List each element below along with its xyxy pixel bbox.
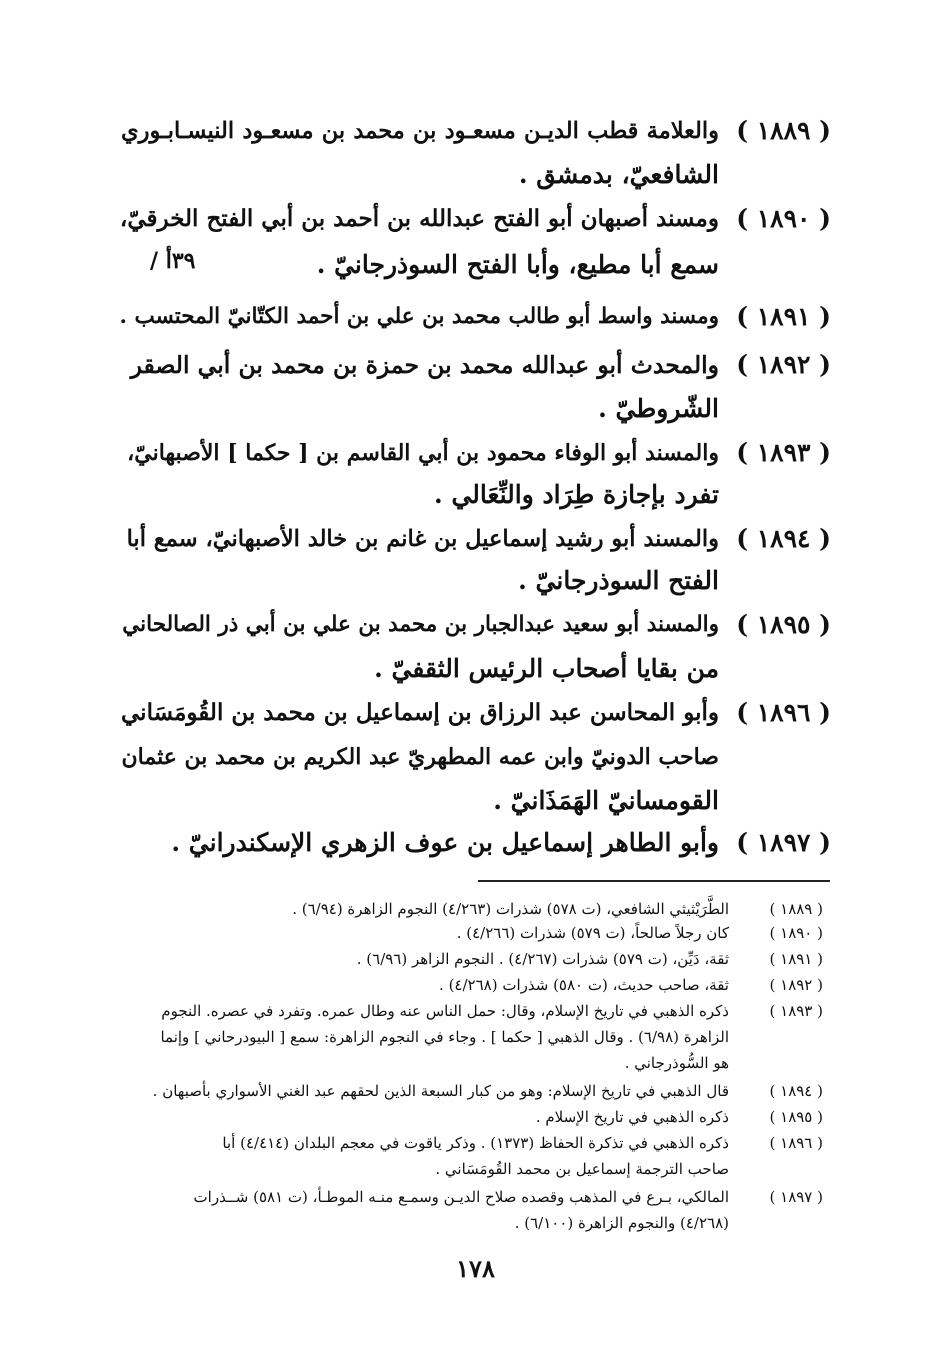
footnote-text-line: ذكره الذهبي في تاريخ الإسلام . — [535, 1108, 729, 1126]
entry-text-line: تفرد بإجازة طِرَاد والنِّعَالي . — [434, 480, 719, 509]
footnote-number: ( ١٨٩٣ ) — [769, 1002, 823, 1020]
footnote-text-line: كان رجلاً صالحاً، (ت ٥٧٩) شذرات (٤/٢٦٦) . — [456, 924, 729, 942]
entry-text-line: الشّروطيّ . — [598, 394, 719, 423]
entry-number: ( ١٨٩٢ ) — [736, 350, 831, 379]
footnote-separator — [478, 880, 830, 882]
entry-text-line: والمسند أبو الوفاء محمود بن أبي القاسم بن [ حكما ] الأصبهانيّ، — [127, 440, 719, 466]
entry-text-line: القومسانيّ الهَمَذَانيّ . — [493, 786, 719, 815]
footnote-number: ( ١٨٩٦ ) — [769, 1134, 823, 1152]
entry-number: ( ١٨٩١ ) — [736, 302, 831, 331]
footnote-text-line: ذكره الذهبي في تذكرة الحفاظ (١٣٧٣) . وذكر ياقوت في معجم البلدان (٤/٤١٤) أبا — [222, 1134, 729, 1152]
footnote-text-line: الطَّرَيْثيثي الشافعي، (ت ٥٧٨) شذرات (٤/٢٦٣) النجوم الزاهرة (٦/٩٤) . — [292, 900, 729, 918]
entry-text-line: صاحب الدونيّ وابن عمه المطهريّ عبد الكريم بن محمد بن عثمان — [121, 744, 719, 770]
footnote-text-line: (٤/٢٦٨) والنجوم الزاهرة (٦/١٠٠) . — [514, 1214, 729, 1232]
entry-text-line: والمسند أبو رشيد إسماعيل بن غانم بن خالد الأصبهانيّ، سمع أبا — [126, 526, 719, 552]
entry-number: ( ١٨٩٤ ) — [736, 524, 831, 553]
footnote-number: ( ١٨٩٥ ) — [769, 1108, 823, 1126]
entry-text-line: الفتح السوذرجانيّ . — [518, 566, 719, 595]
footnote-text-line: المالكي، بـرع في المذهب وقصده صلاح الديـن وسمـع منـه الموطـأ، (ت ٥٨١) شــذرات — [193, 1188, 729, 1206]
footnote-number: ( ١٨٩١ ) — [769, 950, 823, 968]
entry-text-line: وأبو المحاسن عبد الرزاق بن إسماعيل بن محمد بن القُومَسَاني — [121, 699, 719, 726]
entry-text-line: وأبو الطاهر إسماعيل بن عوف الزهري الإسكندرانيّ . — [171, 828, 719, 857]
entry-text-line: ومسند أصبهان أبو الفتح عبدالله بن أحمد بن أبي الفتح الخرقيّ، — [119, 205, 719, 232]
entry-text-line: سمع أبا مطيع، وأبا الفتح السوذرجانيّ . — [316, 250, 719, 279]
footnote-number: ( ١٨٩٤ ) — [769, 1082, 823, 1100]
entry-text-line: الشافعيّ، بدمشق . — [518, 160, 719, 189]
footnote-number: ( ١٨٩٠ ) — [769, 924, 823, 942]
entry-number: ( ١٨٩٧ ) — [736, 828, 831, 857]
entry-text-line: والعلامة قطب الديـن مسعـود بن محمد بن مسعـود النيسـابـوري — [121, 118, 719, 144]
footnote-text-line: هو السُّوذرجاني . — [624, 1054, 729, 1072]
entry-text-line: والمسند أبو سعيد عبدالجبار بن محمد بن علي بن أبي ذر الصالحاني — [122, 612, 719, 637]
entry-number: ( ١٨٩٣ ) — [736, 438, 831, 467]
footnote-text-line: ذكره الذهبي في تاريخ الإسلام، وقال: حمل الناس عنه وطال عمره. وتفرد في عصره. النجوم — [161, 1002, 729, 1020]
manuscript-folio-mark: / ٣٩أ — [150, 248, 196, 274]
entry-number: ( ١٨٩٦ ) — [736, 698, 831, 727]
entry-text-line: من بقايا أصحاب الرئيس الثقفيّ . — [374, 654, 719, 683]
entry-number: ( ١٨٩٥ ) — [736, 610, 831, 639]
entry-number: ( ١٨٨٩ ) — [736, 116, 831, 145]
footnote-text-line: ثقة، دَيِّن، (ت ٥٧٩) شذرات (٤/٢٦٧) . النجوم الزاهر (٦/٩٦) . — [356, 950, 729, 968]
entry-text-line: ومسند واسط أبو طالب محمد بن علي بن أحمد الكتّانيّ المحتسب . — [119, 304, 719, 329]
footnote-number: ( ١٨٩٧ ) — [769, 1188, 823, 1206]
footnote-number: ( ١٨٩٢ ) — [769, 976, 823, 994]
footnote-text-line: الزاهرة (٦/٩٨) . وقال الذهبي [ حكما ] . وجاء في النجوم الزاهرة: سمع [ البيودرحاني ] وإنما — [160, 1028, 729, 1046]
footnote-text-line: ثقة، صاحب حديث، (ت ٥٨٠) شذرات (٤/٢٦٨) . — [439, 976, 729, 994]
footnote-number: ( ١٨٨٩ ) — [769, 900, 823, 918]
entry-text-line: والمحدث أبو عبدالله محمد بن حمزة بن محمد بن أبي الصقر — [130, 351, 719, 379]
footnote-text-line: صاحب الترجمة إسماعيل بن محمد القُومَسَاني . — [435, 1160, 729, 1178]
entry-number: ( ١٨٩٠ ) — [736, 204, 831, 233]
footnote-text-line: قال الذهبي في تاريخ الإسلام: وهو من كبار السبعة الذين لحقهم عبد الغني الأسواري بأصبهان . — [152, 1082, 729, 1100]
page-number: ١٧٨ — [456, 1254, 495, 1283]
